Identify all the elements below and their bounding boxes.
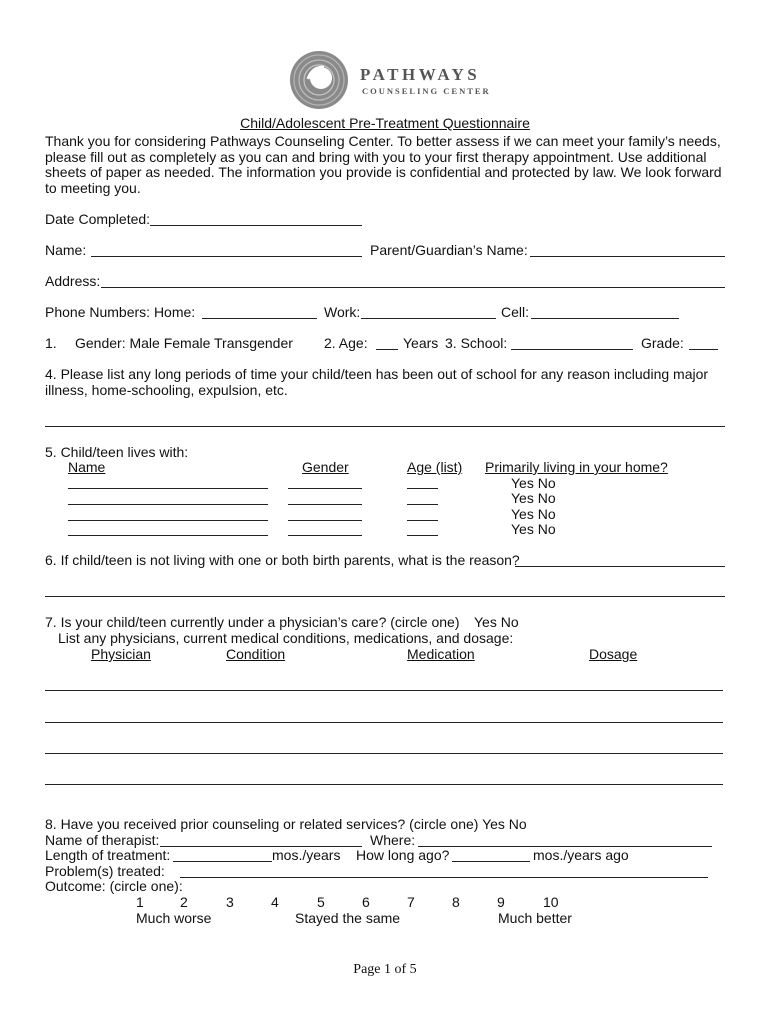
q4-answer-line[interactable] — [45, 426, 725, 427]
spiral-logo-icon — [288, 49, 350, 111]
q5-gender-field[interactable] — [288, 488, 362, 489]
q7-yes-no[interactable]: Yes No — [474, 614, 519, 630]
phone-cell-field[interactable] — [531, 318, 679, 319]
phone-cell-label: Cell: — [501, 304, 530, 320]
scale-option[interactable]: 7 — [407, 894, 415, 910]
length-unit: mos./years — [272, 847, 341, 863]
q5-name-field[interactable] — [68, 535, 268, 536]
q6-question: 6. If child/teen is not living with one or both birth parents, what is the reason? — [45, 552, 520, 568]
q6-answer-line[interactable] — [45, 596, 725, 597]
scale-option[interactable]: 10 — [543, 894, 559, 910]
anchor-much-better: Much better — [498, 910, 572, 926]
q5-yes-no[interactable]: Yes No — [511, 475, 556, 491]
school-label: 3. School: — [445, 335, 508, 351]
where-label: Where: — [370, 832, 416, 848]
brand-name: PATHWAYS — [360, 65, 481, 84]
scale-option[interactable]: 2 — [180, 894, 188, 910]
q5-yes-no[interactable]: Yes No — [511, 506, 556, 522]
page-title: Child/Adolescent Pre-Treatment Questionnaire — [240, 115, 530, 131]
q5-age-field[interactable] — [407, 488, 438, 489]
phone-work-label: Work: — [324, 304, 361, 320]
scale-option[interactable]: 6 — [362, 894, 370, 910]
length-field[interactable] — [173, 861, 272, 862]
q7-header-dosage: Dosage — [589, 646, 638, 662]
q5-label: 5. Child/teen lives with: — [45, 444, 189, 460]
q5-yes-no[interactable]: Yes No — [511, 521, 556, 537]
years-label: Years — [403, 335, 439, 351]
q8-question: 8. Have you received prior counseling or related services? (circle one) Yes No — [45, 816, 527, 832]
problems-label: Problem(s) treated: — [45, 863, 165, 879]
age-field[interactable] — [376, 349, 398, 350]
q7-answer-line[interactable] — [45, 722, 723, 723]
scale-option[interactable]: 3 — [226, 894, 234, 910]
q7-list-prompt: List any physicians, current medical conditions, medications, and dosage: — [58, 630, 514, 646]
phone-home-label: Phone Numbers: Home: — [45, 304, 196, 320]
scale-option[interactable]: 9 — [497, 894, 505, 910]
q5-header-gender: Gender — [302, 459, 349, 475]
outcome-label: Outcome: (circle one): — [45, 878, 183, 894]
q7-header-medication: Medication — [407, 646, 475, 662]
scale-option[interactable]: 4 — [271, 894, 279, 910]
phone-home-field[interactable] — [202, 318, 317, 319]
age-label: 2. Age: — [324, 335, 368, 351]
name-label: Name: — [45, 242, 87, 258]
scale-option[interactable]: 8 — [452, 894, 460, 910]
date-completed-field[interactable] — [150, 225, 362, 226]
q5-name-field[interactable] — [68, 520, 268, 521]
how-long-field[interactable] — [452, 861, 530, 862]
q7-question: 7. Is your child/teen currently under a physician’s care? (circle one) — [45, 614, 460, 630]
scale-option[interactable]: 1 — [136, 894, 144, 910]
q7-answer-line[interactable] — [45, 784, 723, 785]
phone-work-field[interactable] — [361, 318, 496, 319]
q5-header-living: Primarily living in your home? — [485, 459, 668, 475]
q7-header-condition: Condition — [226, 646, 286, 662]
q6-answer-field[interactable] — [515, 566, 725, 567]
address-field[interactable] — [101, 287, 725, 288]
anchor-much-worse: Much worse — [136, 910, 212, 926]
q7-answer-line[interactable] — [45, 753, 723, 754]
q5-age-field[interactable] — [407, 535, 438, 536]
parent-label: Parent/Guardian’s Name: — [370, 242, 528, 258]
anchor-stayed-same: Stayed the same — [295, 910, 401, 926]
q5-name-field[interactable] — [68, 504, 268, 505]
how-long-label: How long ago? — [356, 847, 450, 863]
name-field[interactable] — [91, 256, 362, 257]
address-label: Address: — [45, 273, 101, 289]
school-field[interactable] — [511, 349, 633, 350]
intro-paragraph: Thank you for considering Pathways Counseling Center. To better assess if we can meet your family’s needs, please fill out as completely as you can and bring with you to your first therapy appointment. Use additional sheets of paper as needed. The information you provide is confidential and protected by law. We look forward to meeting you. — [45, 133, 722, 196]
q5-gender-field[interactable] — [288, 520, 362, 521]
how-long-unit: mos./years ago — [533, 847, 629, 863]
q5-gender-field[interactable] — [288, 535, 362, 536]
q7-answer-line[interactable] — [45, 690, 723, 691]
grade-field[interactable] — [689, 349, 718, 350]
page-number: Page 1 of 5 — [353, 962, 417, 977]
q5-age-field[interactable] — [407, 520, 438, 521]
brand-subtitle: COUNSELING CENTER — [362, 86, 491, 96]
q4-question: 4. Please list any long periods of time your child/teen has been out of school for any reason including major illness, home-schooling, expulsion, etc. — [45, 366, 709, 398]
q5-age-field[interactable] — [407, 504, 438, 505]
q7-header-physician: Physician — [91, 646, 151, 662]
q5-header-age: Age (list) — [407, 459, 463, 475]
parent-field[interactable] — [530, 256, 725, 257]
therapist-label: Name of therapist: — [45, 832, 160, 848]
q5-yes-no[interactable]: Yes No — [511, 490, 556, 506]
q1-number: 1. — [45, 335, 57, 351]
length-label: Length of treatment: — [45, 847, 171, 863]
q5-gender-field[interactable] — [288, 504, 362, 505]
problems-field[interactable] — [180, 877, 708, 878]
q5-header-name: Name — [68, 459, 106, 475]
q5-name-field[interactable] — [68, 488, 268, 489]
scale-option[interactable]: 5 — [317, 894, 325, 910]
date-completed-label: Date Completed: — [45, 211, 151, 227]
gender-options[interactable]: Gender: Male Female Transgender — [75, 335, 293, 351]
grade-label: Grade: — [641, 335, 684, 351]
